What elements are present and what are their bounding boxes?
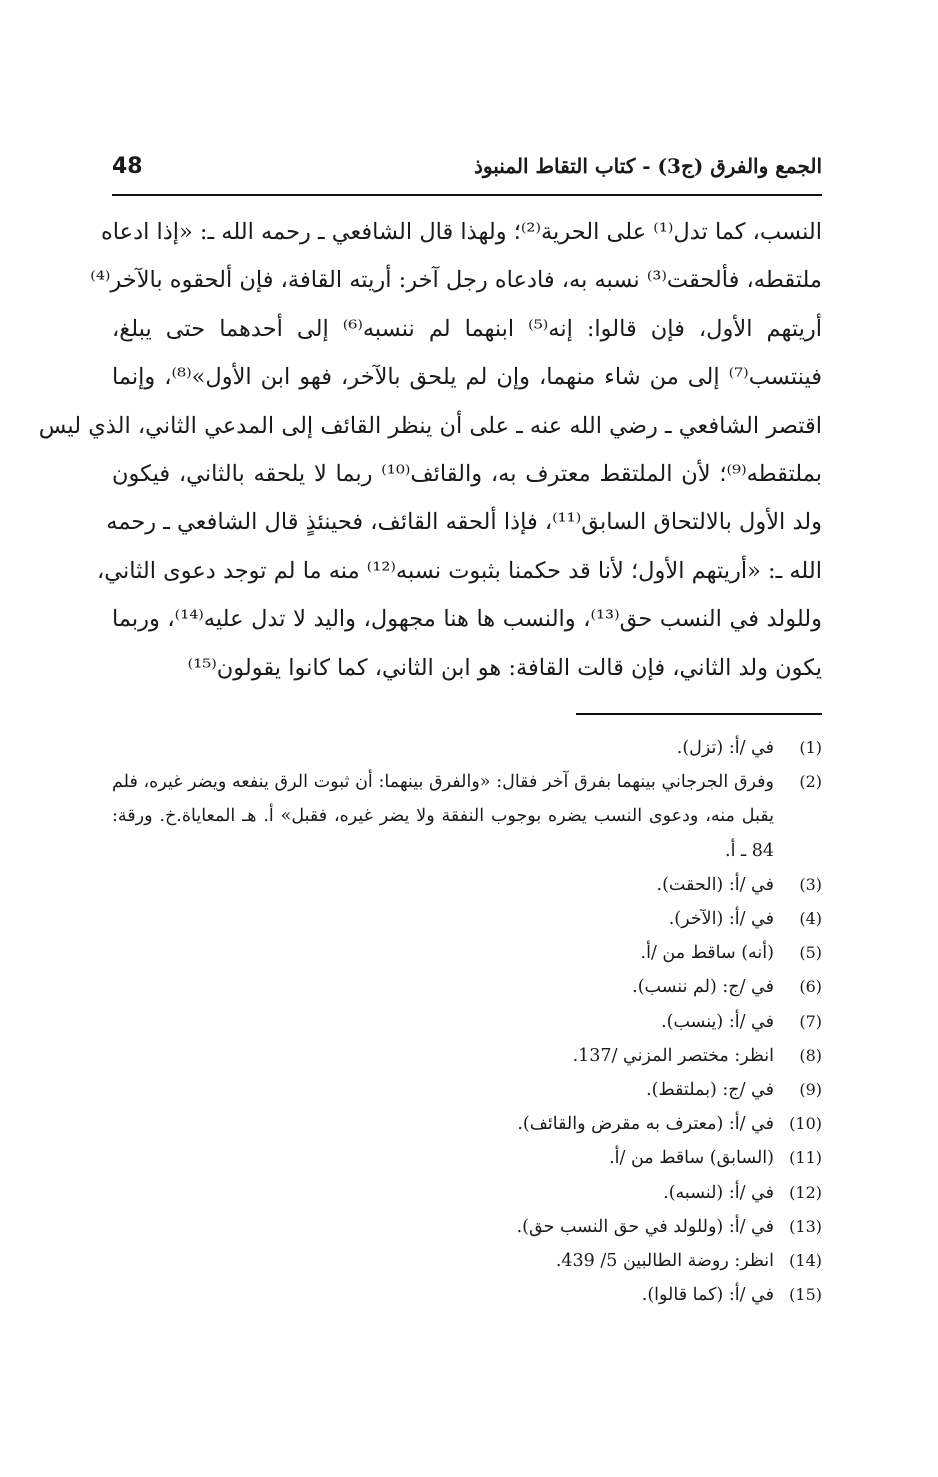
footnotes	[112, 731, 822, 1312]
footnote-text: في /ج: (لم ننسب).	[632, 977, 774, 998]
footnote-text: في /أ: (كما قالوا).	[641, 1285, 774, 1306]
footnote	[112, 970, 822, 1004]
footnote-text: في /أ: (الحقت).	[656, 874, 774, 895]
footnote-text: في /أ: (ينسب).	[661, 1011, 774, 1032]
footnote-number: (15)	[789, 1285, 822, 1305]
text-line: ملتقطه، فألحقت⁽³⁾ نسبه به، فادعاه رجل آخر: أريته القافة، فإن ألحقوه بالآخر⁽⁴⁾	[90, 267, 822, 294]
footnote-number: (5)	[799, 943, 822, 963]
footnote-number: (13)	[789, 1216, 822, 1236]
main-text	[38, 208, 823, 692]
footnote-number: (9)	[799, 1080, 822, 1100]
footnote-text: انظر: روضة الطالبين 5/ 439.	[555, 1251, 774, 1272]
running-title: الجمع والفرق (ج3) - كتاب التقاط المنبوذ	[474, 154, 822, 178]
text-line: وللولد في النسب حق⁽¹³⁾، والنسب ها هنا مجهول، واليد لا تدل عليه⁽¹⁴⁾، وربما	[112, 606, 823, 633]
footnote-number: (7)	[799, 1011, 822, 1031]
text-line: يكون ولد الثاني، فإن قالت القافة: هو ابن الثاني، كما كانوا يقولون⁽¹⁵⁾	[187, 654, 822, 681]
footnote-text: (السابق) ساقط من /أ.	[609, 1148, 774, 1169]
footnote-text: وفرق الجرجاني بينهما بفرق آخر فقال: «والفرق بينهما: أن ثبوت الرق ينفعه ويضر غيره، فلم يقبل منه، ودعوى النسب يضره بوجوب النفقة ولا يضر غيره، فقبل» أ. هـ المعاياة.خ. ورقة: 84 ـ أ.	[112, 772, 774, 861]
footnote	[112, 1244, 822, 1278]
footnote	[112, 902, 822, 936]
footnote-text: في /أ: (وللولد في حق النسب حق).	[516, 1216, 774, 1237]
footnote-number: (6)	[799, 977, 822, 997]
text-line: أريتهم الأول، فإن قالوا: إنه⁽⁵⁾ ابنهما لم ننسبه⁽⁶⁾ إلى أحدهما حتى يبلغ،	[112, 315, 822, 342]
footnote	[112, 1176, 822, 1210]
text-line: الله ـ: «أريتهم الأول؛ لأنا قد حكمنا بثبوت نسبه⁽¹²⁾ منه ما لم توجد دعوى الثاني،	[96, 557, 822, 584]
footnote	[112, 1210, 822, 1244]
text-line: فينتسب⁽⁷⁾ إلى من شاء منهما، وإن لم يلحق بالآخر، فهو ابن الأول»⁽⁸⁾، وإنما	[112, 364, 822, 391]
footnote-text: في /ج: (بملتقط).	[646, 1080, 774, 1101]
footnote	[112, 731, 822, 765]
footnote-text: في /أ: (الآخر).	[668, 909, 774, 930]
page-header	[112, 150, 822, 196]
text-line: النسب، كما تدل⁽¹⁾ على الحرية⁽²⁾؛ ولهذا قال الشافعي ـ رحمه الله ـ: «إذا ادعاه	[101, 219, 822, 245]
footnote-number: (12)	[789, 1182, 822, 1202]
footnote-number: (4)	[799, 909, 822, 929]
footnote	[112, 868, 822, 902]
footnote	[112, 936, 822, 970]
footnote-number: (1)	[799, 738, 822, 757]
footnote-separator	[576, 713, 822, 715]
footnote-number: (14)	[789, 1251, 822, 1271]
text-line: اقتصر الشافعي ـ رضي الله عنه ـ على أن ينظر القائف إلى المدعي الثاني، الذي ليس	[38, 412, 822, 439]
footnote-text: (أنه) ساقط من /أ.	[640, 943, 774, 964]
footnote	[112, 1005, 822, 1039]
text-line: بملتقطه⁽⁹⁾؛ لأن الملتقط معترف به، والقائف⁽¹⁰⁾ ربما لا يلحقه بالثاني، فيكون	[112, 461, 822, 488]
footnote-number: (3)	[799, 874, 822, 894]
footnote	[112, 765, 822, 868]
footnote	[112, 1039, 822, 1073]
footnote-text: في /أ: (لنسبه).	[663, 1182, 774, 1203]
footnote	[112, 1141, 822, 1175]
footnote	[112, 1073, 822, 1107]
footnote	[112, 1107, 822, 1141]
footnote	[112, 1278, 822, 1312]
footnote-text: في /أ: (تزل).	[676, 738, 774, 758]
footnote-text: في /أ: (معترف به مقرض والقائف).	[517, 1114, 774, 1135]
text-line: ولد الأول بالالتحاق السابق⁽¹¹⁾، فإذا ألحقه القائف، فحينئذٍ قال الشافعي ـ رحمه	[106, 509, 822, 536]
footnote-text: انظر: مختصر المزني /137.	[572, 1045, 774, 1066]
footnote-number: (11)	[789, 1148, 822, 1168]
page-number: 48	[112, 154, 143, 179]
footnote-number: (10)	[789, 1114, 822, 1134]
footnote-number: (2)	[799, 772, 822, 792]
footnote-number: (8)	[799, 1045, 822, 1065]
